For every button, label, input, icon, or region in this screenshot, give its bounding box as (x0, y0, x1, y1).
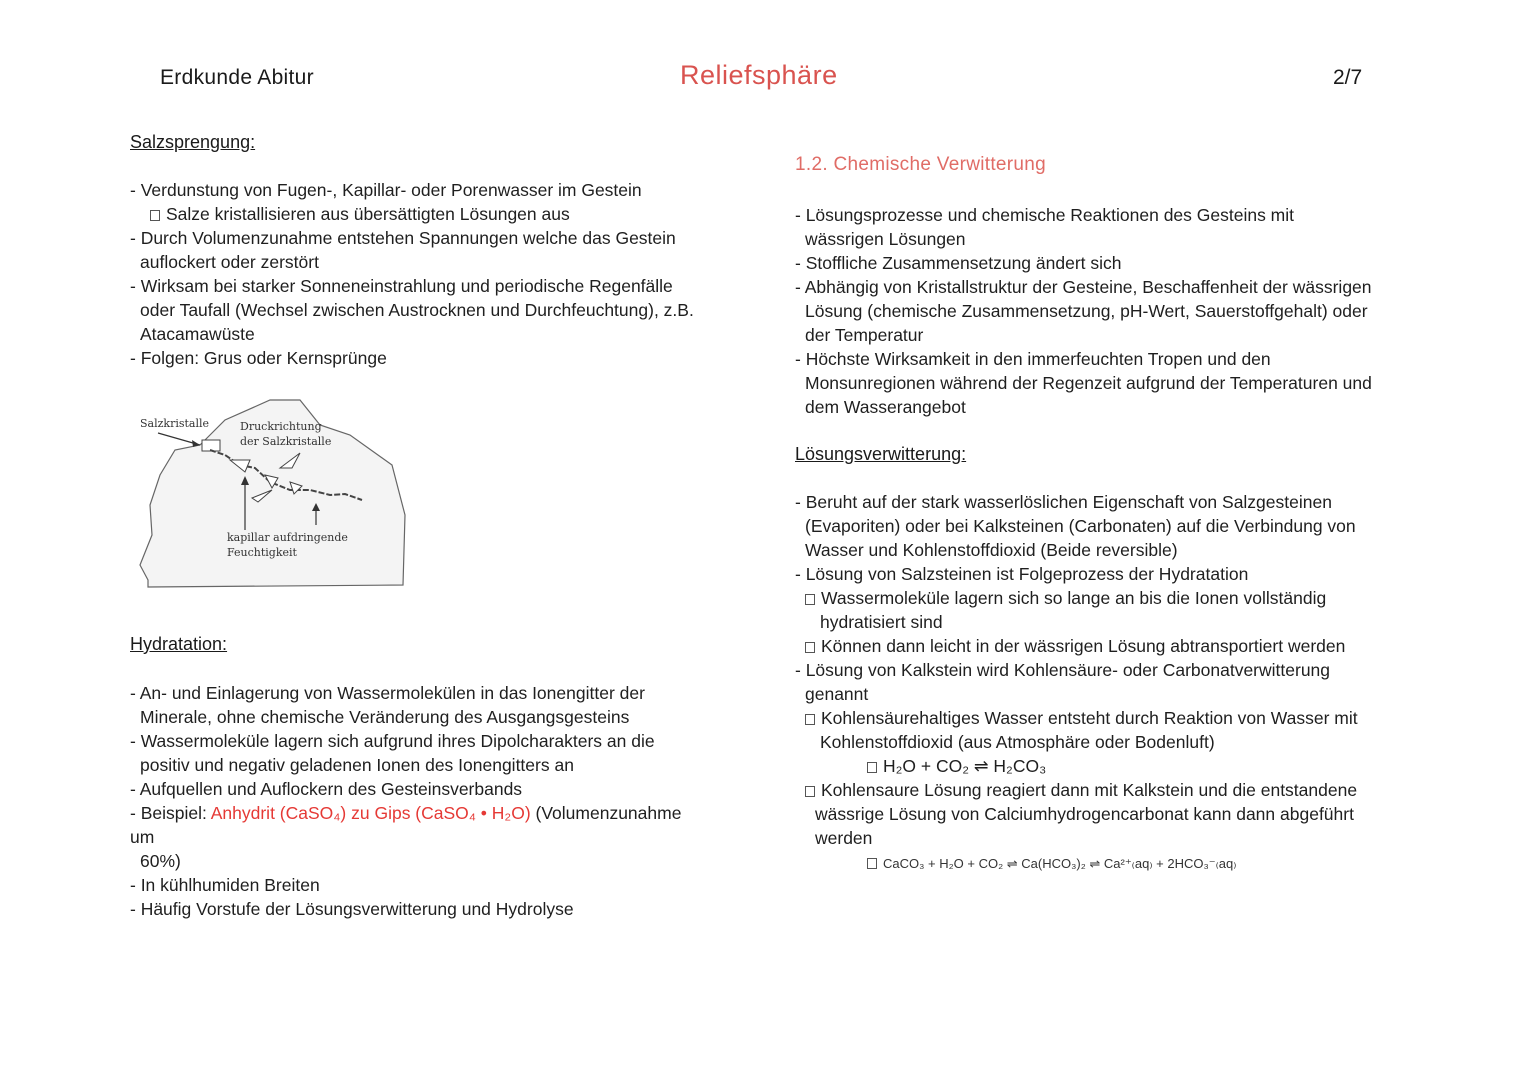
list-item: - Lösung von Salzsteinen ist Folgeprozess der Hydratation (795, 564, 1249, 584)
chemische-verwitterung-title: 1.2. Chemische Verwitterung (795, 154, 1046, 175)
list-item: - Beruht auf der stark wasserlöslichen Eigenschaft von Salzgesteinen (795, 492, 1332, 512)
list-item: - Wassermoleküle lagern sich aufgrund ihres Dipolcharakters an die (130, 731, 655, 751)
label-kapillar: kapillar aufdringende (227, 531, 348, 544)
list-item: positiv und negativ geladenen Ionen des Ionengitters an (140, 755, 574, 775)
example-highlight: Anhydrit (CaSO₄) zu Gips (CaSO₄ • H₂O) (210, 803, 531, 823)
checkbox-icon (805, 786, 815, 797)
list-item: - Höchste Wirksamkeit in den immerfeuchten Tropen und den (795, 349, 1271, 369)
page-title: Reliefsphäre (680, 60, 838, 90)
hydratation-heading: Hydratation: (130, 634, 228, 654)
list-item: um (130, 827, 155, 847)
list-item-text: Kohlensäurehaltiges Wasser entsteht durch Reaktion von Wasser mit (821, 708, 1358, 728)
list-item: Monsunregionen während der Regenzeit aufgrund der Temperaturen und (805, 373, 1372, 393)
list-item: genannt (805, 684, 869, 704)
list-item: oder Taufall (Wechsel zwischen Austrocknen und Durchfeuchtung), z.B. (140, 300, 694, 320)
list-item: - An- und Einlagerung von Wassermolekülen in das Ionengitter der (130, 683, 645, 703)
list-item: Lösung (chemische Zusammensetzung, pH-Wert, Sauerstoffgehalt) oder (805, 301, 1368, 321)
list-item: dem Wasserangebot (805, 397, 966, 417)
list-item: - In kühlhumiden Breiten (130, 875, 320, 895)
list-item: - Wirksam bei starker Sonneneinstrahlung und periodische Regenfälle (130, 276, 673, 296)
example-suffix: (Volumenzunahme (530, 803, 682, 823)
list-item: - Verdunstung von Fugen-, Kapillar- oder Porenwasser im Gestein (130, 180, 642, 200)
list-item-example (130, 801, 681, 825)
list-item: - Abhängig von Kristallstruktur der Gesteine, Beschaffenheit der wässrigen (795, 277, 1372, 297)
label-salzkristalle: Salzkristalle (140, 417, 210, 430)
checkbox-icon (867, 762, 877, 773)
loesungsverwitterung-heading: Lösungsverwitterung: (795, 444, 967, 464)
salt-weathering-figure (130, 390, 420, 600)
equation-carbonic-acid (795, 754, 1358, 778)
label-druckrichtung: Druckrichtung (240, 420, 322, 433)
list-item: - Folgen: Grus oder Kernsprünge (130, 348, 387, 368)
list-item: - Durch Volumenzunahme entstehen Spannungen welche das Gestein (130, 228, 676, 248)
list-item (130, 202, 694, 226)
list-item: hydratisiert sind (820, 612, 943, 632)
checkbox-icon (805, 594, 815, 605)
list-item: Atacamawüste (140, 324, 255, 344)
equation-text: CaCO₃ + H₂O + CO₂ ⇌ Ca(HCO₃)₂ ⇌ Ca²⁺₍aq₎ + 2HCO₃⁻₍aq₎ (883, 856, 1237, 871)
page-number: 2/7 (1333, 66, 1363, 89)
list-item-text: Salze kristallisieren aus übersättigten Lösungen aus (166, 204, 570, 224)
equation-text: H₂O + CO₂ ⇌ H₂CO₃ (883, 756, 1047, 776)
salzsprengung-heading: Salzsprengung: (130, 132, 256, 152)
list-item: Minerale, ohne chemische Veränderung des Ausgangsgesteins (140, 707, 630, 727)
checkbox-icon (805, 714, 815, 725)
loesungsverwitterung-text (795, 490, 1358, 876)
list-item: - Lösung von Kalkstein wird Kohlensäure- oder Carbonatverwitterung (795, 660, 1331, 680)
list-item: 60%) (140, 851, 181, 871)
list-item: der Temperatur (805, 325, 924, 345)
label-der-salzkristalle: der Salzkristalle (240, 435, 332, 448)
list-item: werden (815, 828, 873, 848)
checkbox-icon (805, 642, 815, 653)
list-item (795, 778, 1358, 802)
list-item: (Evaporiten) oder bei Kalksteinen (Carbonaten) auf die Verbindung von (805, 516, 1356, 536)
chemische-verwitterung-text (795, 203, 1372, 419)
checkbox-icon (150, 210, 160, 221)
hydratation-text (130, 681, 681, 921)
list-item-text: Kohlensaure Lösung reagiert dann mit Kalkstein und die entstandene (821, 780, 1358, 800)
list-item: - Lösungsprozesse und chemische Reaktionen des Gesteins mit (795, 205, 1295, 225)
list-item: Kohlenstoffdioxid (aus Atmosphäre oder Bodenluft) (820, 732, 1215, 752)
list-item-text: Können dann leicht in der wässrigen Lösung abtransportiert werden (821, 636, 1346, 656)
list-item: Wasser und Kohlenstoffdioxid (Beide reversible) (805, 540, 1178, 560)
label-feuchtigkeit: Feuchtigkeit (227, 546, 297, 559)
list-item: wässrigen Lösungen (805, 229, 966, 249)
list-item: - Häufig Vorstufe der Lösungsverwitterung und Hydrolyse (130, 899, 574, 919)
example-prefix: - Beispiel: (130, 803, 211, 823)
salzsprengung-text (130, 178, 694, 370)
checkbox-icon (867, 858, 877, 869)
list-item-text: Wassermoleküle lagern sich so lange an bis die Ionen vollständig (821, 588, 1327, 608)
list-item (795, 634, 1358, 658)
list-item (795, 706, 1358, 730)
list-item (795, 586, 1358, 610)
subject-label: Erdkunde Abitur (160, 66, 314, 89)
list-item: - Aufquellen und Auflockern des Gesteinsverbands (130, 779, 523, 799)
list-item: wässrige Lösung von Calciumhydrogencarbonat kann dann abgeführt (815, 804, 1354, 824)
list-item: - Stoffliche Zusammensetzung ändert sich (795, 253, 1122, 273)
equation-calcium (795, 852, 1358, 876)
list-item: auflockert oder zerstört (140, 252, 319, 272)
